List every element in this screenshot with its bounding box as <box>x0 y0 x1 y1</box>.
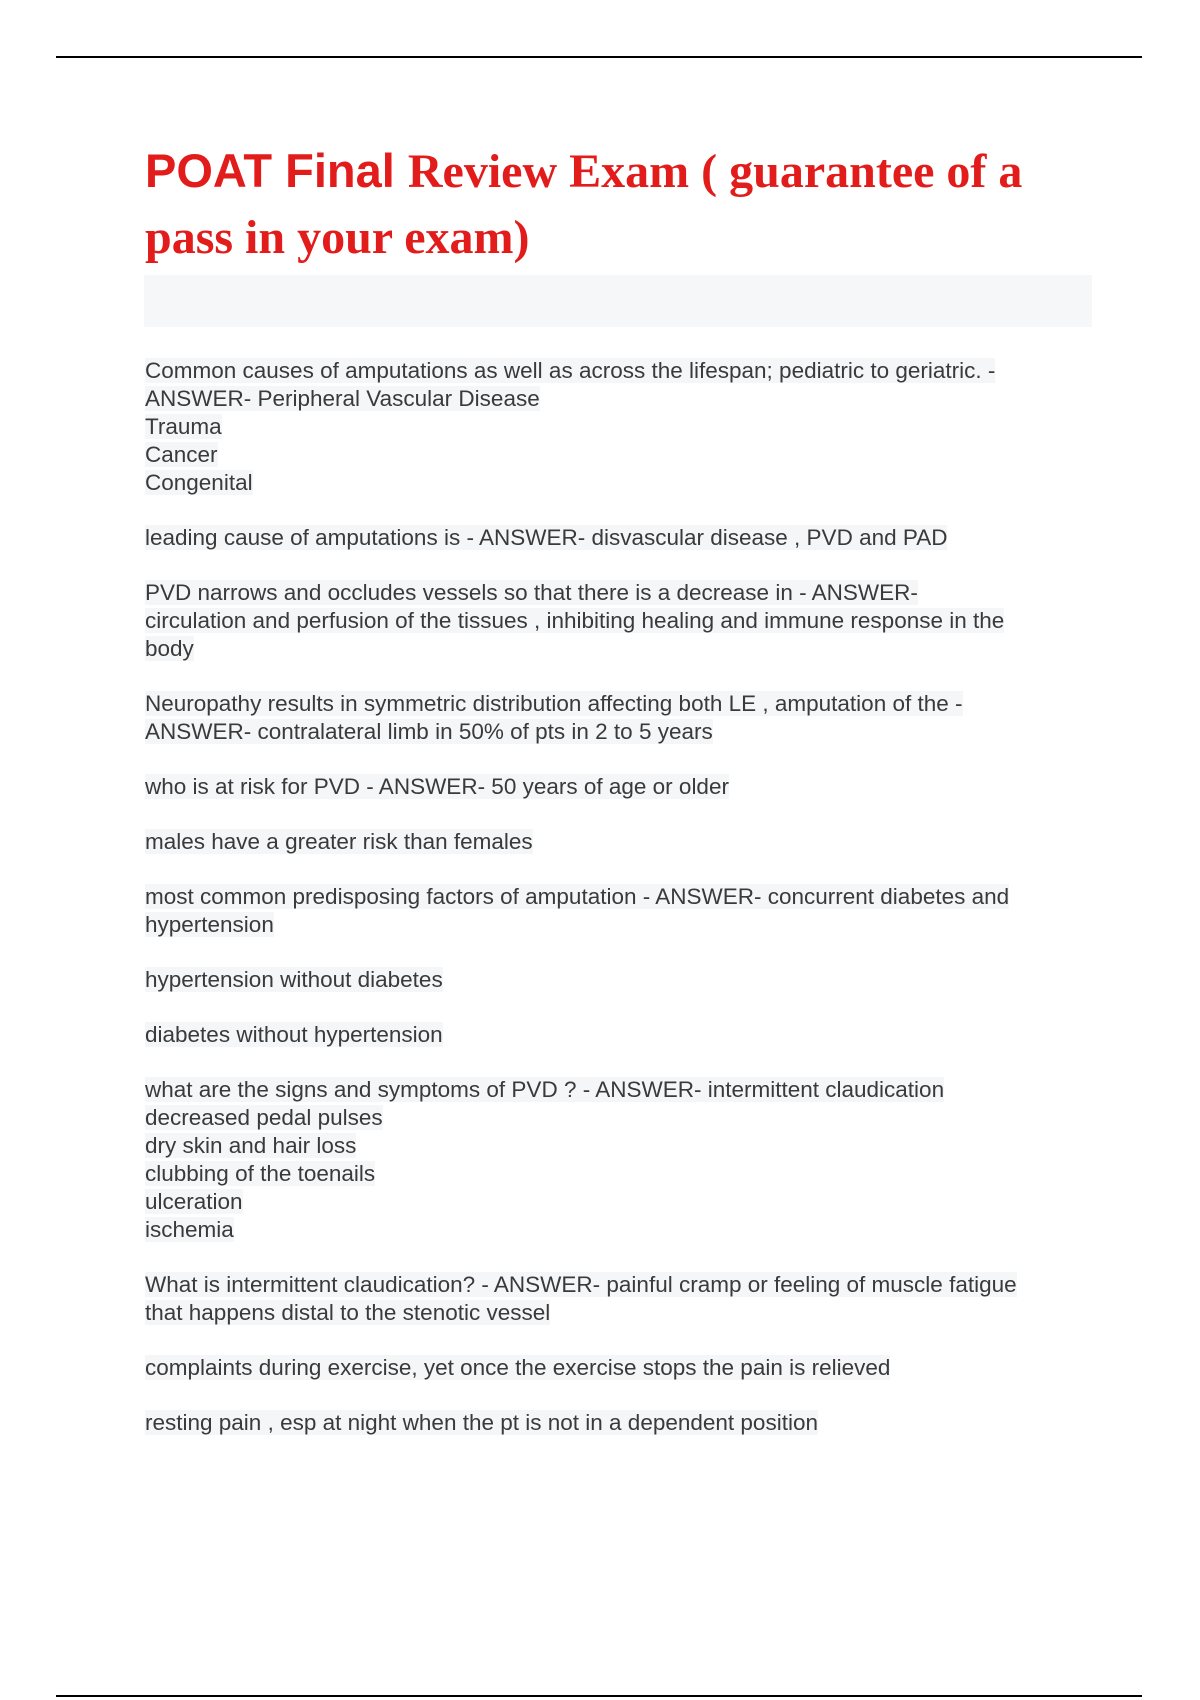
qa-line-text: diabetes without hypertension <box>145 1022 443 1047</box>
title-part-3: pass in your exam) <box>145 211 530 264</box>
title-part-1: POAT Final <box>145 144 408 197</box>
qa-line-text: Cancer <box>145 442 218 467</box>
top-rule <box>56 56 1142 58</box>
qa-entry <box>145 1076 1095 1244</box>
qa-line-text: leading cause of amputations is - ANSWER- disvascular disease , PVD and PAD <box>145 525 948 550</box>
qa-entry <box>145 1409 1095 1437</box>
qa-line-text: dry skin and hair loss <box>145 1133 357 1158</box>
qa-line <box>145 1188 1095 1216</box>
qa-line-text: clubbing of the toenails <box>145 1161 376 1186</box>
qa-line-text: resting pain , esp at night when the pt is not in a dependent position <box>145 1410 818 1435</box>
qa-line <box>145 607 1095 635</box>
qa-line <box>145 441 1095 469</box>
qa-line <box>145 1409 1095 1437</box>
title-part-2: Review Exam ( guarantee of a <box>407 145 1023 198</box>
qa-line <box>145 1271 1095 1299</box>
qa-line-text: complaints during exercise, yet once the exercise stops the pain is relieved <box>145 1355 891 1380</box>
qa-line <box>145 966 1095 994</box>
qa-line-text: what are the signs and symptoms of PVD ? - ANSWER- intermittent claudication <box>145 1077 945 1102</box>
qa-entry <box>145 690 1095 746</box>
qa-line-text: Neuropathy results in symmetric distribution affecting both LE , amputation of the - <box>145 691 963 716</box>
qa-line-text: hypertension without diabetes <box>145 967 443 992</box>
qa-line <box>145 413 1095 441</box>
qa-line <box>145 1021 1095 1049</box>
qa-line-text: PVD narrows and occludes vessels so that there is a decrease in - ANSWER- <box>145 580 918 605</box>
qa-line <box>145 883 1095 911</box>
qa-entry <box>145 1354 1095 1382</box>
qa-line <box>145 690 1095 718</box>
qa-line-text: Trauma <box>145 414 222 439</box>
qa-line-text: body <box>145 636 194 661</box>
qa-line-text: decreased pedal pulses <box>145 1105 383 1130</box>
title-shade-band <box>144 275 1092 327</box>
qa-entry <box>145 1021 1095 1049</box>
qa-entry <box>145 828 1095 856</box>
qa-line-text: most common predisposing factors of amputation - ANSWER- concurrent diabetes and <box>145 884 1010 909</box>
qa-line-text: Common causes of amputations as well as across the lifespan; pediatric to geriatric. - <box>145 358 996 383</box>
qa-line-text: ANSWER- Peripheral Vascular Disease <box>145 386 540 411</box>
qa-line <box>145 1076 1095 1104</box>
qa-line <box>145 911 1095 939</box>
qa-entry <box>145 966 1095 994</box>
qa-line-text: circulation and perfusion of the tissues , inhibiting healing and immune response in the <box>145 608 1005 633</box>
qa-line-text: ANSWER- contralateral limb in 50% of pts in 2 to 5 years <box>145 719 713 744</box>
qa-list <box>145 357 1095 1464</box>
qa-line <box>145 1132 1095 1160</box>
qa-line-text: males have a greater risk than females <box>145 829 533 854</box>
qa-line <box>145 635 1095 663</box>
qa-line-text: who is at risk for PVD - ANSWER- 50 years of age or older <box>145 774 729 799</box>
qa-entry <box>145 773 1095 801</box>
qa-line <box>145 1160 1095 1188</box>
qa-line <box>145 1354 1095 1382</box>
qa-line-text: What is intermittent claudication? - ANSWER- painful cramp or feeling of muscle fatigue <box>145 1272 1017 1297</box>
document-title <box>145 138 1095 270</box>
qa-entry <box>145 357 1095 497</box>
qa-line <box>145 469 1095 497</box>
qa-entry <box>145 883 1095 939</box>
bottom-rule <box>56 1695 1142 1697</box>
qa-line-text: Congenital <box>145 470 253 495</box>
qa-entry <box>145 1271 1095 1327</box>
qa-line <box>145 357 1095 385</box>
qa-line <box>145 1104 1095 1132</box>
qa-line-text: ischemia <box>145 1217 234 1242</box>
qa-line <box>145 385 1095 413</box>
qa-line-text: ulceration <box>145 1189 243 1214</box>
qa-line <box>145 773 1095 801</box>
qa-entry <box>145 579 1095 663</box>
qa-line-text: hypertension <box>145 912 274 937</box>
qa-line <box>145 1299 1095 1327</box>
qa-line-text: that happens distal to the stenotic vessel <box>145 1300 551 1325</box>
qa-line <box>145 1216 1095 1244</box>
qa-line <box>145 718 1095 746</box>
qa-entry <box>145 524 1095 552</box>
qa-line <box>145 828 1095 856</box>
qa-line <box>145 579 1095 607</box>
qa-line <box>145 524 1095 552</box>
